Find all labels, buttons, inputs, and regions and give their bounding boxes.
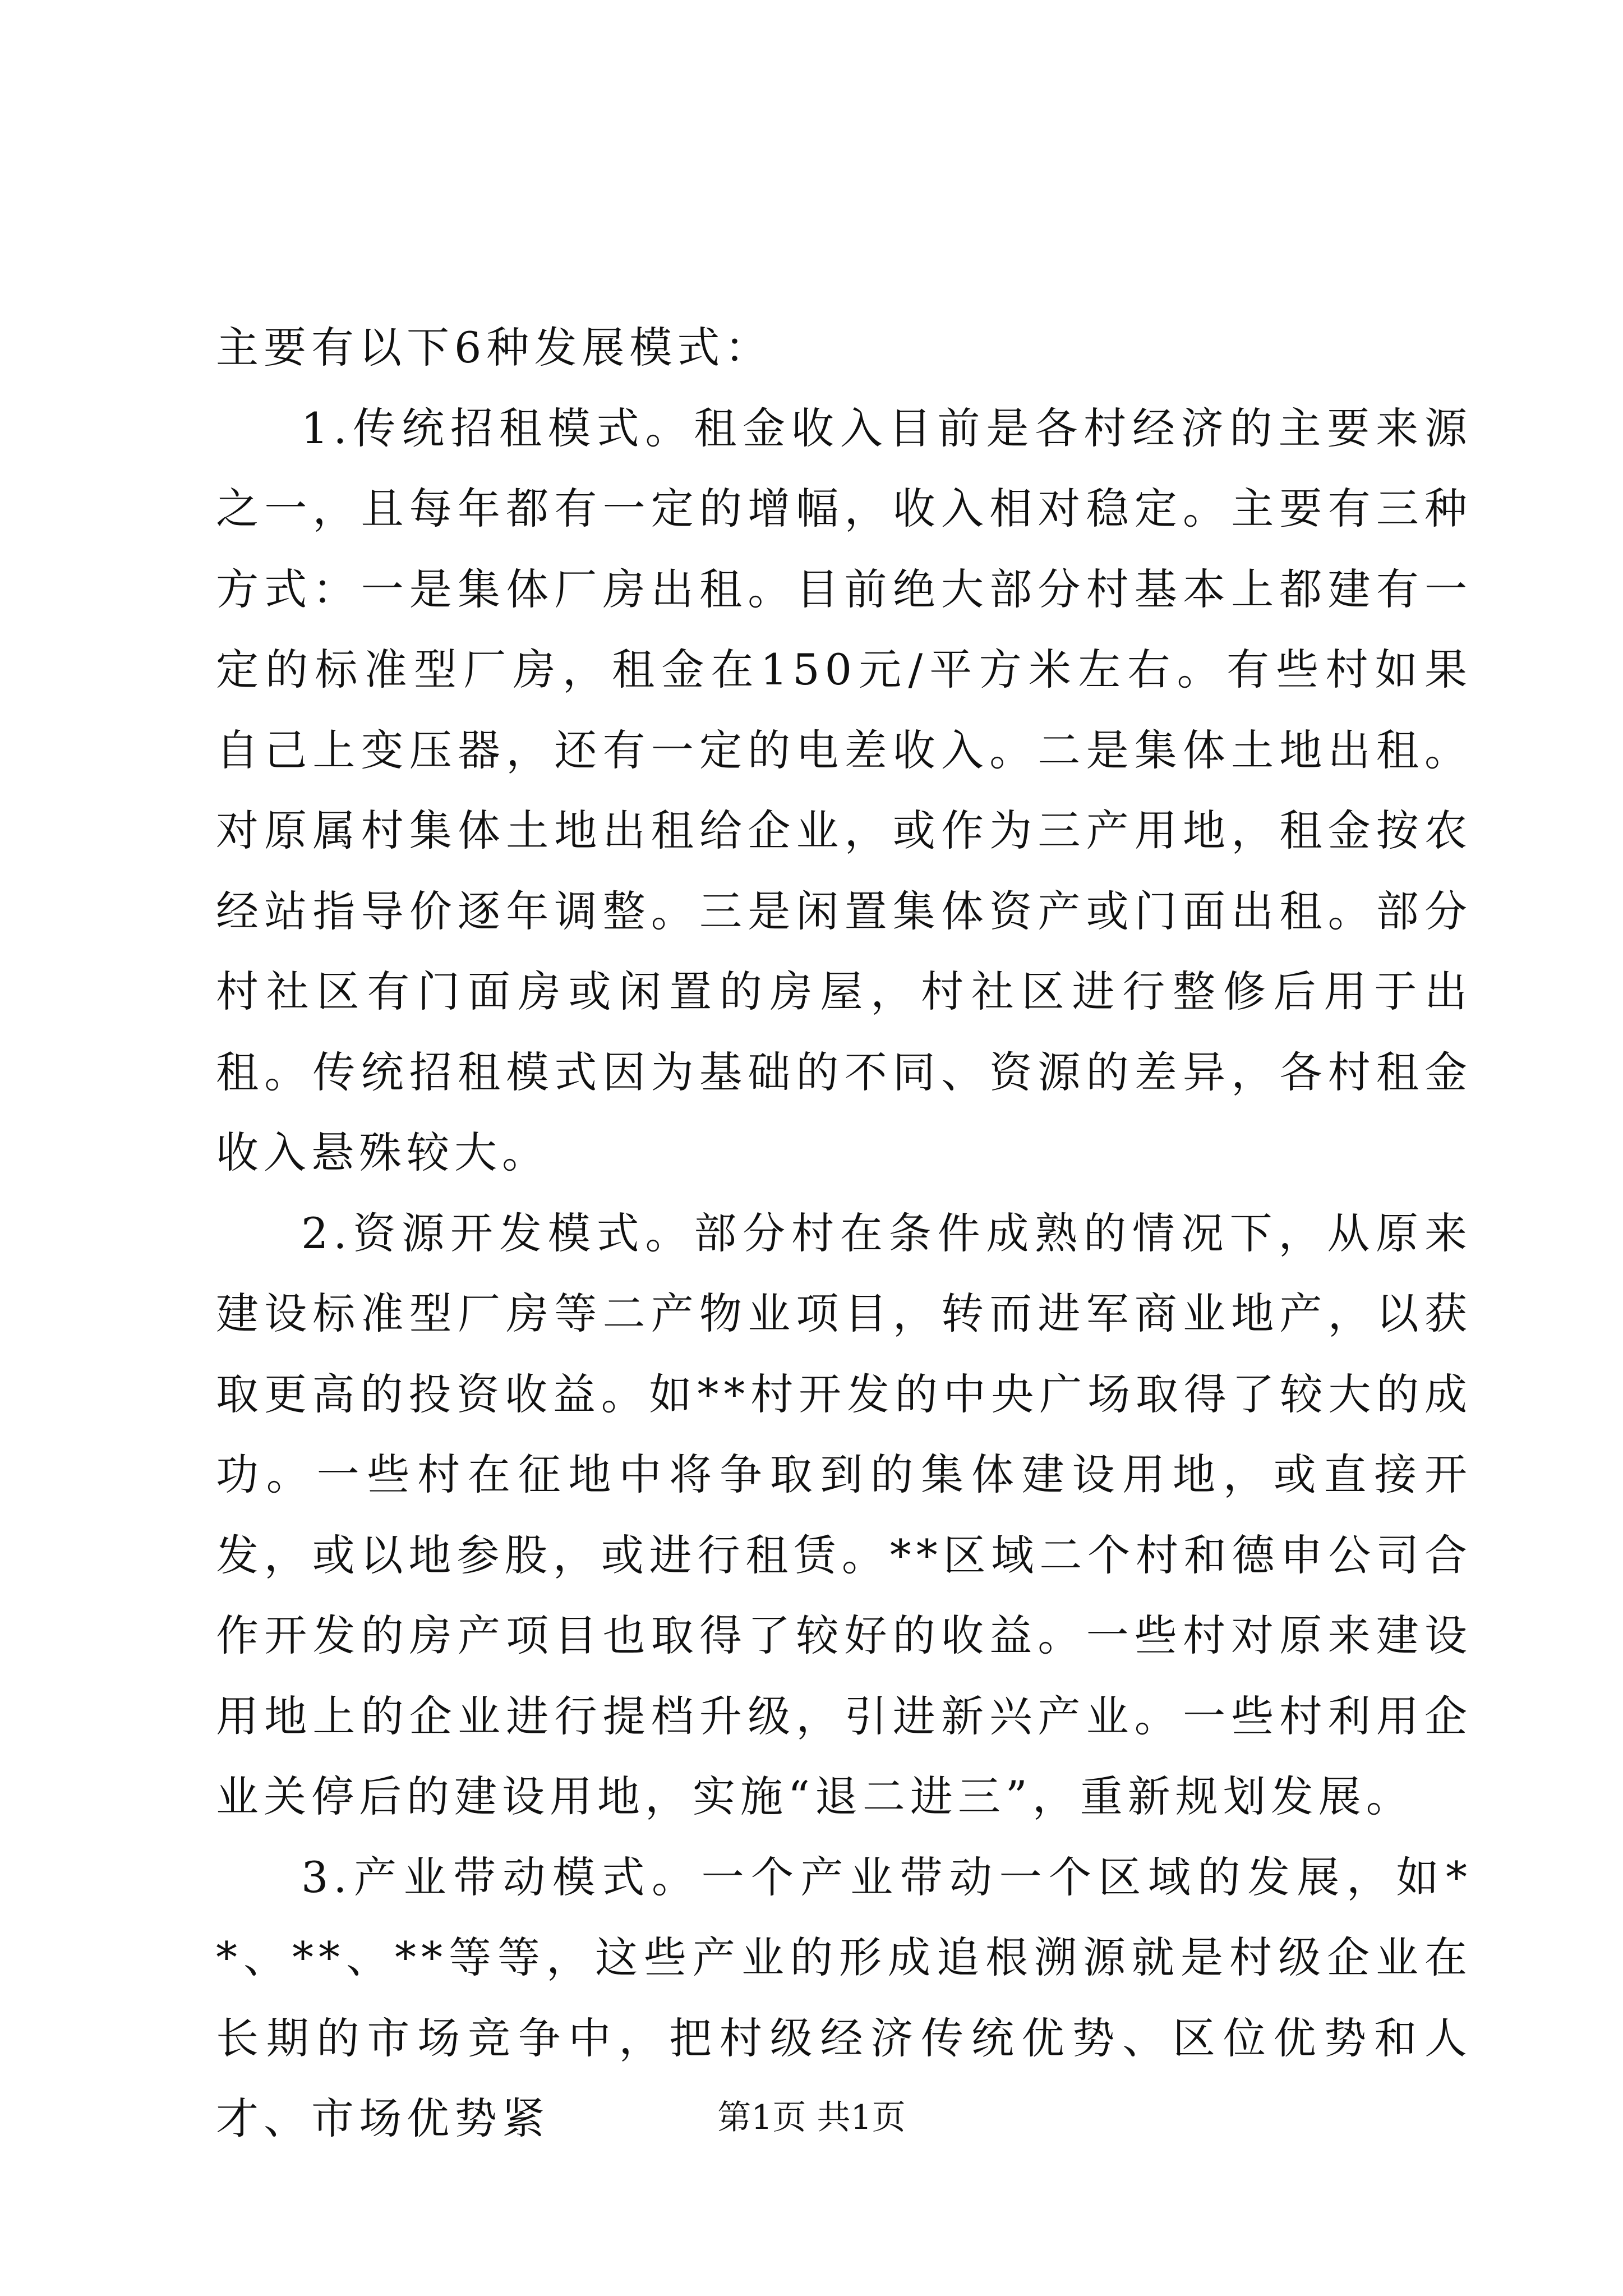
paragraph-traditional-rental: 1.传统招租模式。租金收入目前是各村经济的主要来源之一，且每年都有一定的增幅，收入相对稳定。主要有三种方式：一是集体厂房出租。目前绝大部分村基本上都建有一定的标准型厂房，租金在150元/平方米左右。有些村如果自己上变压器，还有一定的电差收入。二是集体土地出租。对原属村集体土地出租给企业，或作为三产用地，租金按农经站指导价逐年调整。三是闲置集体资产或门面出租。部分村社区有门面房或闲置的房屋，村社区进行整修后用于出租。传统招租模式因为基础的不同、资源的差异，各村租金收入悬殊较大。	[216, 403, 1472, 1177]
paragraph-resource-development: 2.资源开发模式。部分村在条件成熟的情况下，从原来建设标准型厂房等二产物业项目，转而进军商业地产，以获取更高的投资收益。如**村开发的中央广场取得了较大的成功。一些村在征地中将争取到的集体建设用地，或直接开发，或以地参股，或进行租赁。**区域二个村和德申公司合作开发的房产项目也取得了较好的收益。一些村对原来建设用地上的企业进行提档升级，引进新兴产业。一些村利用企业关停后的建设用地，实施“退二进三”，重新规划发展。	[216, 1208, 1472, 1821]
intro-line: 主要有以下6种发展模式：	[216, 323, 773, 372]
paragraph-industry-driven: 3.产业带动模式。一个产业带动一个区域的发展，如**、**、**等等，这些产业的形成追根溯源就是村级企业在长期的市场竞争中，把村级经济传统优势、区位优势和人才、市场优势紧	[216, 1852, 1472, 2143]
document-body	[216, 307, 1472, 2159]
page-footer: 第1页 共1页	[717, 2098, 906, 2137]
